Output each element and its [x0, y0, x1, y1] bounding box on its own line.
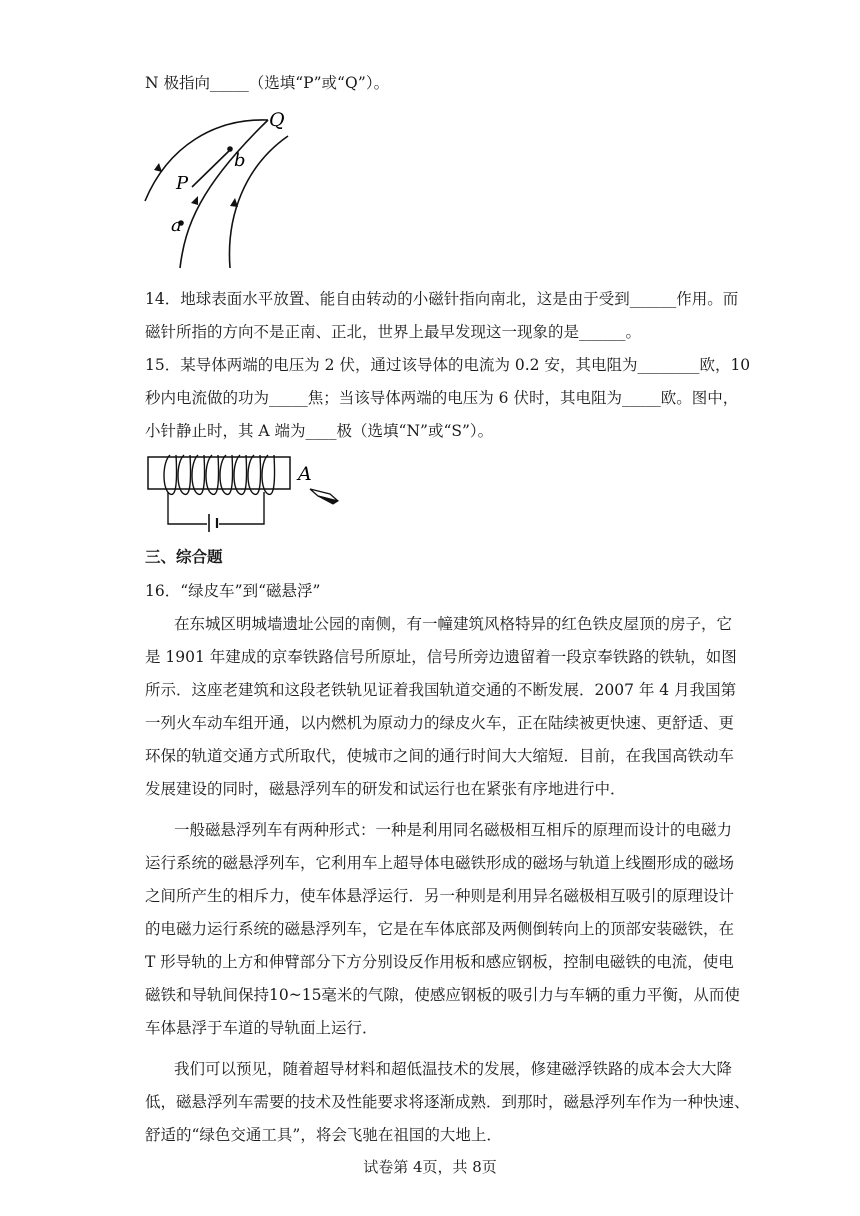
- para1-line-1: 在东城区明城墙遗址公园的南侧，有一幢建筑风格特异的红色铁皮屋顶的房子，它: [174, 615, 733, 633]
- para3-line-3: 舒适的“绿色交通工具”，将会飞驰在祖国的大地上．: [145, 1126, 502, 1144]
- q14-line-1: 14．地球表面水平放置、能自由转动的小磁针指向南北，这是由于受到______作用。而: [145, 290, 739, 308]
- tangent-line-PQ: [192, 148, 232, 187]
- q14-line-2: 磁针所指的方向不是正南、正北，世界上最早发现这一现象的是______。: [145, 323, 642, 341]
- para2-line-6: 磁铁和导轨间保持10~15毫米的气隙，使感应钢板的吸引力与车辆的重力平衡，从而使: [145, 986, 740, 1004]
- page-footer: 试卷第 4页，共 8页: [363, 1158, 497, 1176]
- para1-line-6: 发展建设的同时，磁悬浮列车的研发和试运行也在紧张有序地进行中．: [145, 780, 626, 798]
- para2-line-3: 之间所产生的相斥力，使车体悬浮运行．另一种则是利用异名磁极相互吸引的原理设计: [145, 887, 735, 905]
- para2-line-1: 一般磁悬浮列车有两种形式：一种是利用同名磁极相互相斥的原理而设计的电磁力: [174, 821, 733, 839]
- point-b: [227, 146, 233, 152]
- para1-line-3: 所示．这座老建筑和这段老铁轨见证着我国轨道交通的不断发展．2007 年 4 月我国第: [145, 681, 737, 699]
- label-b: b: [234, 150, 246, 171]
- q15-line-1: 15．某导体两端的电压为 2 伏，通过该导体的电流为 0.2 安，其电阻为________欧，10: [145, 356, 751, 374]
- field-line-middle: [180, 120, 268, 268]
- para1-line-5: 环保的轨道交通方式所取代，使城市之间的通行时间大大缩短．目前，在我国高铁动车: [145, 747, 735, 765]
- wire-left: [168, 492, 207, 524]
- field-line-inner-arrow: [230, 198, 238, 207]
- para1-line-4: 一列火车动车组开通，以内燃机为原动力的绿皮火车，正在陆续被更快速、更舒适、更: [145, 714, 735, 732]
- solenoid-figure: [140, 452, 350, 534]
- field-lines-figure: [140, 106, 300, 274]
- label-A: A: [298, 463, 312, 485]
- q16-title: 16．“绿皮车”到“磁悬浮”: [145, 582, 321, 600]
- section-heading: 三、综合题: [145, 547, 223, 566]
- para3-line-2: 低，磁悬浮列车需要的技术及性能要求将逐渐成熟．到那时，磁悬浮列车作为一种快速、: [145, 1093, 750, 1111]
- label-Q: Q: [269, 109, 285, 131]
- field-line-outer: [145, 120, 268, 201]
- field-line-middle-arrow: [191, 196, 198, 205]
- q15-line-2: 秒内电流做的功为_____焦；当该导体两端的电压为 6 伏时，其电阻为_____欧。图中，: [145, 389, 739, 407]
- para2-line-2: 运行系统的磁悬浮列车，它利用车上超导体电磁铁形成的磁场与轨道上线圈形成的磁场: [145, 854, 735, 872]
- para3-line-1: 我们可以预见，随着超导材料和超低温技术的发展，修建磁浮铁路的成本会大大降: [174, 1060, 733, 1078]
- field-line-outer-arrow: [154, 163, 162, 172]
- para1-line-2: 是 1901 年建成的京奉铁路信号所原址，信号所旁边遗留着一段京奉铁路的铁轨，如图: [145, 648, 737, 666]
- q13-tail-text: N 极指向_____（选填“P”或“Q”）。: [145, 74, 390, 92]
- para2-line-4: 的电磁力运行系统的磁悬浮列车，它是在车体底部及两侧倒转向上的顶部安装磁铁，在: [145, 920, 735, 938]
- label-a: a: [171, 215, 182, 236]
- para2-line-7: 车体悬浮于车道的导轨面上运行．: [145, 1019, 378, 1037]
- label-P: P: [176, 173, 189, 194]
- wire-right: [219, 492, 264, 524]
- q15-line-3: 小针静止时，其 A 端为____极（选填“N”或“S”）。: [145, 422, 494, 440]
- para2-line-5: T 形导轨的上方和伸臂部分下方分别设反作用板和感应钢板，控制电磁铁的电流，使电: [145, 953, 734, 971]
- compass-needle-dark-half: [318, 496, 338, 504]
